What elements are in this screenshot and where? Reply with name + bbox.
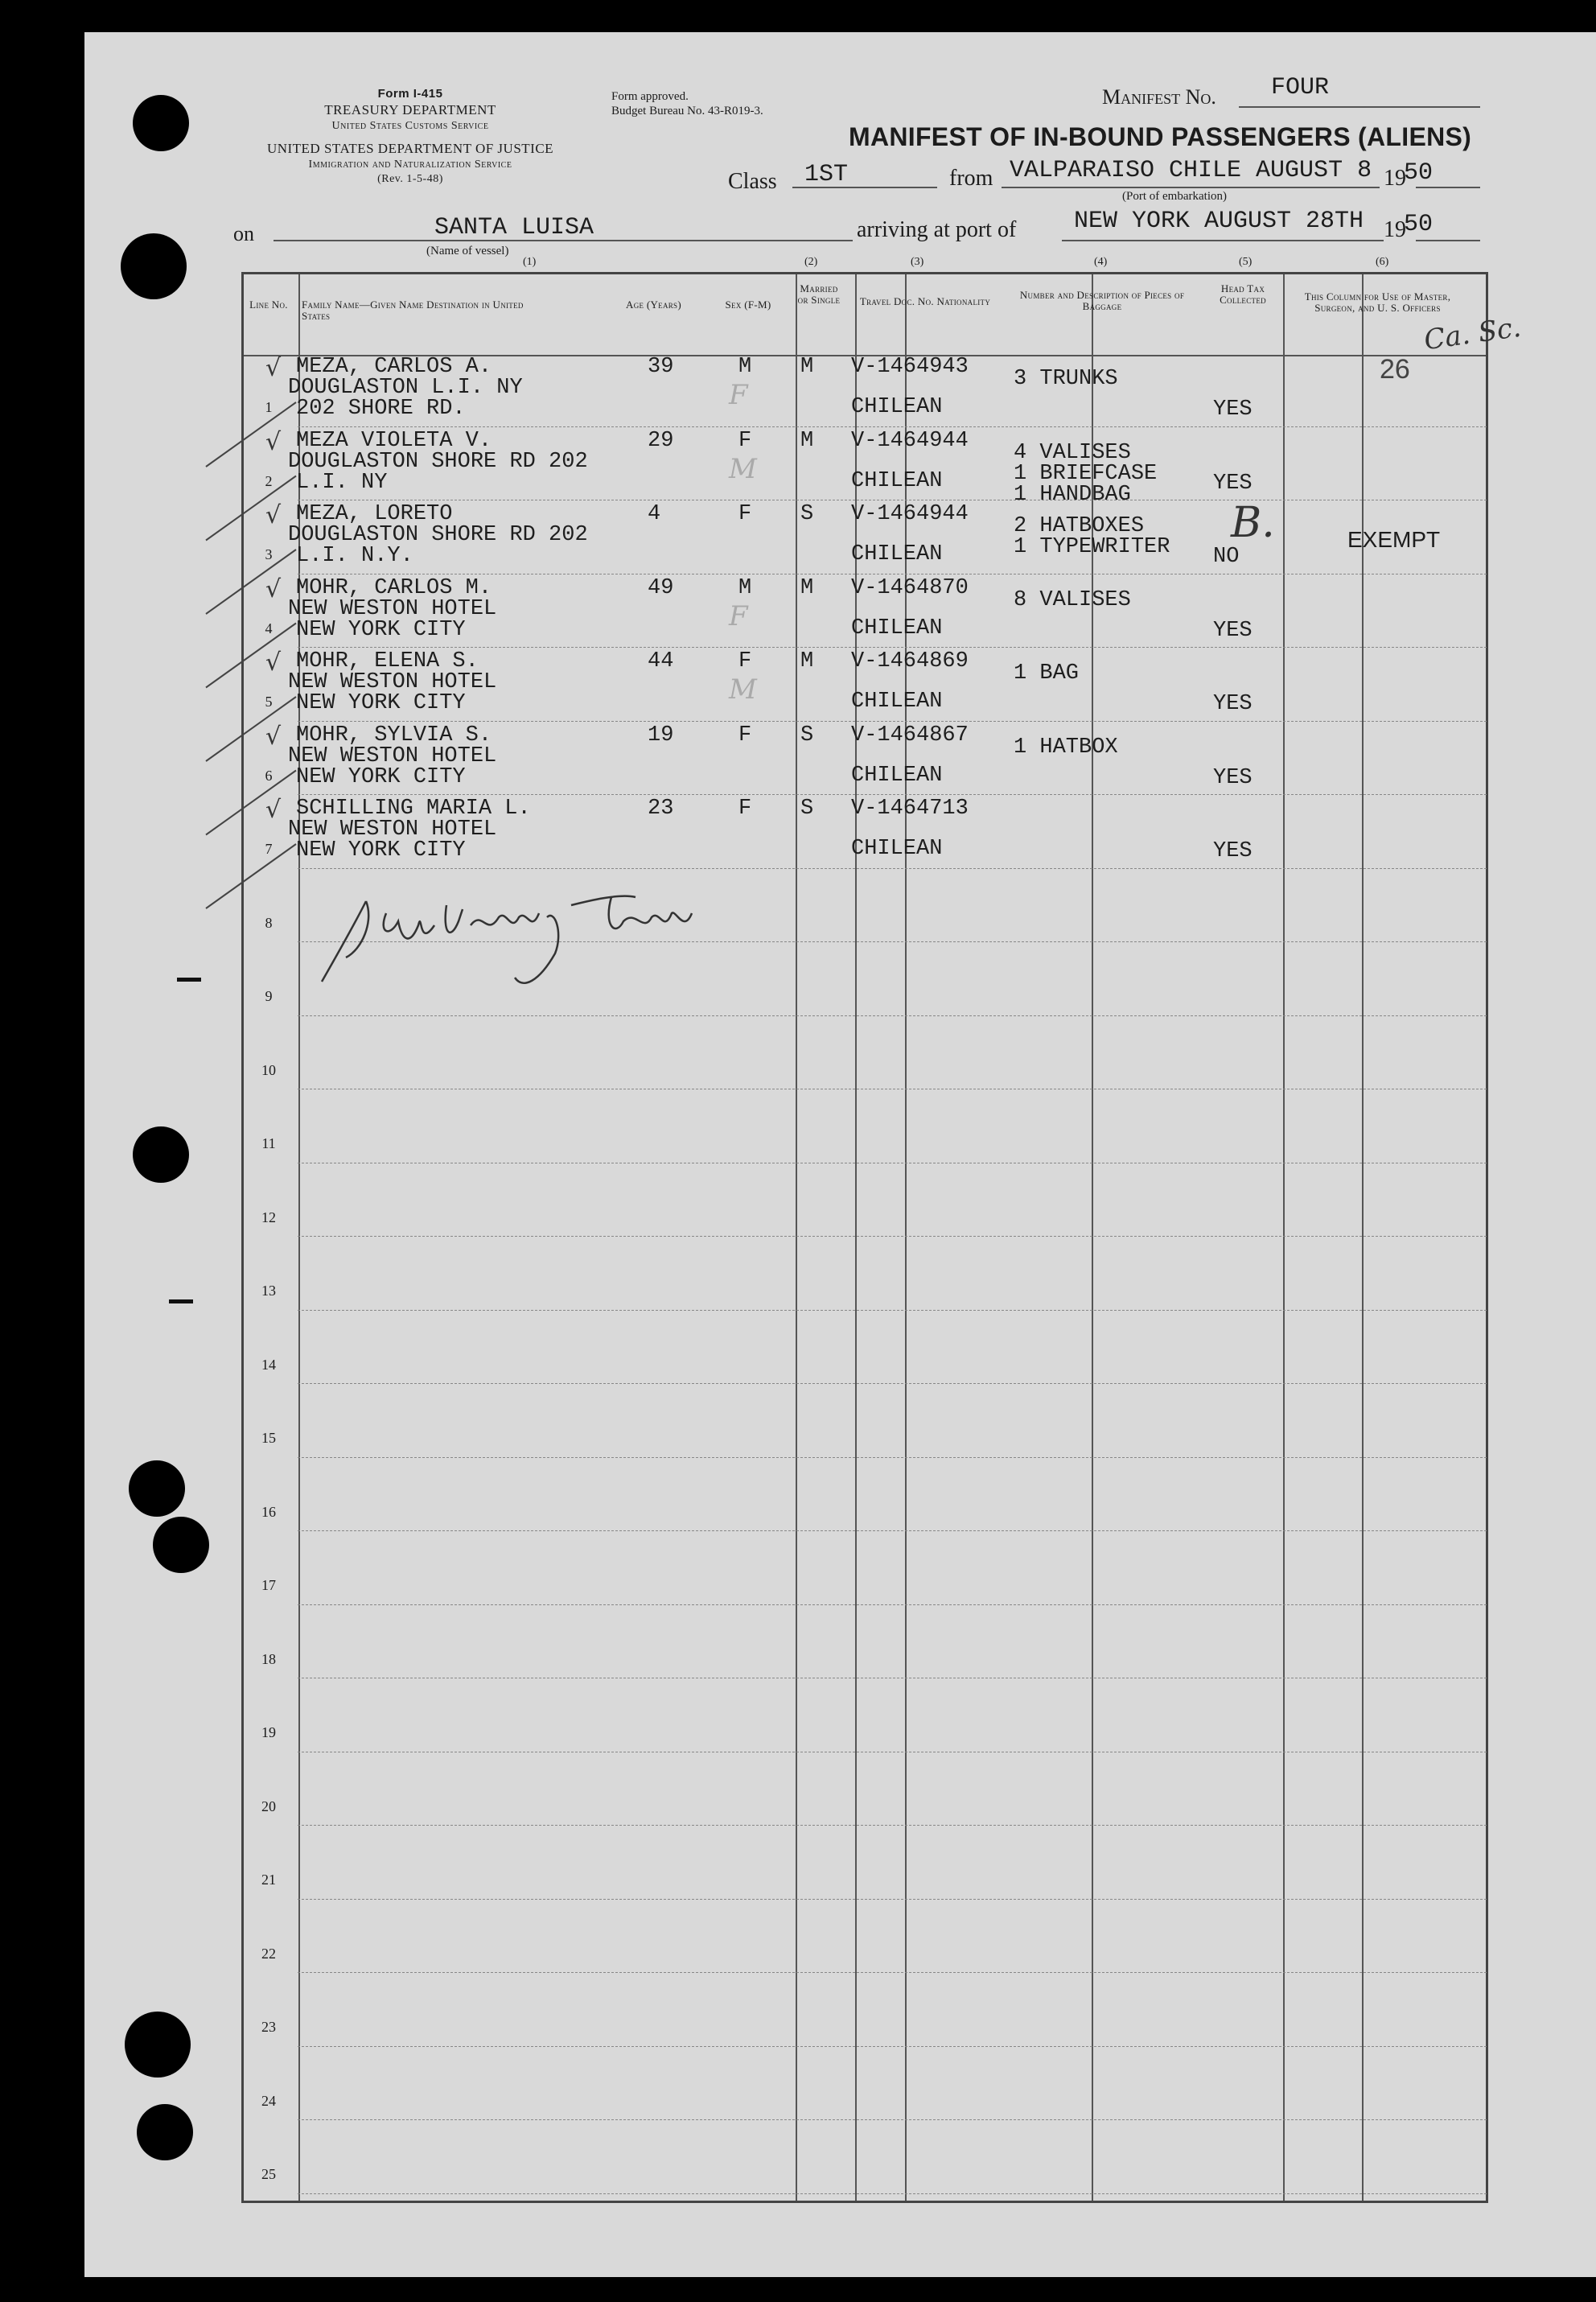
nationality: CHILEAN — [851, 763, 943, 788]
officer-number: 26 — [1380, 354, 1410, 385]
row-line-number: 25 — [261, 2166, 276, 2182]
year-prefix: 19 — [1384, 166, 1406, 191]
age: 19 — [648, 723, 674, 747]
row-line-number: 19 — [261, 1724, 276, 1740]
destination-line-2: L.I. N.Y. — [296, 544, 413, 568]
baggage-line-1: 1 HATBOX — [1014, 735, 1118, 760]
checkmark: √ — [265, 427, 282, 456]
marital-status: S — [800, 502, 814, 526]
row-divider — [298, 1604, 1487, 1605]
row-line-number: 7 — [265, 841, 273, 857]
row-divider — [298, 2193, 1487, 2194]
row-divider — [298, 426, 1487, 427]
sex: F — [738, 797, 752, 821]
row-line-number: 10 — [261, 1061, 276, 1078]
destination-line-2: 202 SHORE RD. — [296, 397, 466, 421]
baggage-line-1: 2 HATBOXES — [1014, 514, 1145, 538]
header-baggage: Number and Description of Pieces of Baggage — [1019, 289, 1185, 312]
officer-initials: Ca. Sc. — [1421, 311, 1524, 357]
row-divider — [298, 794, 1487, 795]
destination-line-2: NEW YORK CITY — [296, 838, 466, 863]
header-name: Family Name—Given Name Destination in United States — [302, 299, 524, 322]
baggage-line-1: 8 VALISES — [1014, 587, 1131, 612]
destination-line-1: DOUGLASTON SHORE RD 202 — [288, 523, 588, 547]
form-id: Form I-415 — [377, 87, 443, 101]
passenger-name: MEZA VIOLETA V. — [296, 428, 492, 453]
destination-line-1: NEW WESTON HOTEL — [288, 817, 497, 842]
checkmark: √ — [265, 354, 282, 382]
row-line-number: 2 — [265, 472, 273, 489]
passenger-name: MEZA, CARLOS A. — [296, 355, 492, 379]
head-tax: YES — [1213, 618, 1253, 643]
head-tax: YES — [1213, 471, 1253, 496]
arrival-year-prefix: 19 — [1384, 217, 1406, 242]
sex: M — [738, 355, 752, 379]
passenger-name: MOHR, SYLVIA S. — [296, 723, 492, 747]
destination-line-2: NEW YORK CITY — [296, 764, 466, 789]
checkmark: √ — [265, 722, 282, 751]
vessel-name: SANTA LUISA — [434, 214, 594, 241]
row-divider — [298, 2046, 1487, 2047]
destination-line-2: NEW YORK CITY — [296, 617, 466, 642]
punch-hole — [125, 2012, 191, 2078]
margin-mark — [169, 1299, 193, 1303]
from-label: from — [949, 166, 993, 191]
passenger-name: MOHR, CARLOS M. — [296, 575, 492, 600]
row-line-number: 23 — [261, 2019, 276, 2035]
head-tax: YES — [1213, 765, 1253, 790]
travel-doc-number: V-1464869 — [851, 649, 969, 673]
row-line-number: 8 — [265, 914, 273, 931]
b-mark: B. — [1231, 499, 1275, 547]
marital-status: S — [800, 723, 814, 747]
row-line-number: 15 — [261, 1430, 276, 1446]
row-line-number: 14 — [261, 1356, 276, 1373]
row-line-number: 12 — [261, 1209, 276, 1225]
punch-hole — [153, 1517, 209, 1573]
checkmark: √ — [265, 796, 282, 824]
class-value: 1ST — [804, 161, 849, 188]
baggage-line-1: 4 VALISES — [1014, 440, 1131, 465]
page-title: MANIFEST OF IN-BOUND PASSENGERS (ALIENS) — [849, 122, 1472, 151]
sex: F — [738, 428, 752, 453]
row-line-number: 1 — [265, 399, 273, 415]
header-travel-doc: Travel Doc. No. Nationality — [859, 295, 991, 307]
marital-status: M — [800, 355, 814, 379]
punch-hole — [133, 95, 189, 151]
destination-line-2: L.I. NY — [296, 470, 388, 495]
row-line-number: 20 — [261, 1798, 276, 1814]
marital-status: M — [800, 575, 814, 600]
row-line-number: 24 — [261, 2092, 276, 2109]
baggage-line-1: 3 TRUNKS — [1014, 367, 1118, 391]
treasury-dept: TREASURY DEPARTMENT — [324, 102, 496, 117]
punch-hole — [121, 233, 187, 299]
checkmark: √ — [265, 574, 282, 603]
sex-correction: F — [729, 379, 748, 411]
row-line-number: 6 — [265, 767, 273, 784]
punch-hole — [133, 1126, 189, 1183]
row-divider — [298, 1236, 1487, 1237]
justice-dept: UNITED STATES DEPARTMENT OF JUSTICE — [266, 141, 554, 156]
baggage-line-1: 1 BAG — [1014, 661, 1080, 686]
header-head-tax: Head Tax Collected — [1220, 282, 1266, 306]
header-sex: Sex (F-M) — [725, 299, 771, 311]
on-label: on — [233, 222, 254, 245]
signature — [298, 877, 796, 998]
destination-line-1: DOUGLASTON SHORE RD 202 — [288, 449, 588, 474]
head-tax: YES — [1213, 839, 1253, 863]
row-line-number: 4 — [265, 620, 273, 636]
nationality: CHILEAN — [851, 395, 943, 419]
passenger-name: SCHILLING MARIA L. — [296, 797, 531, 821]
passenger-name: MEZA, LORETO — [296, 502, 453, 526]
row-divider — [298, 647, 1487, 648]
port-embarkation-caption: (Port of embarkation) — [1122, 190, 1227, 203]
passenger-name: MOHR, ELENA S. — [296, 649, 479, 673]
age: 23 — [648, 797, 674, 821]
col-num-3: (3) — [911, 256, 924, 268]
nationality: CHILEAN — [851, 468, 943, 493]
budget-bureau: Budget Bureau No. 43-R019-3. — [611, 105, 763, 117]
row-divider — [298, 1457, 1487, 1458]
marital-status: S — [800, 797, 814, 821]
travel-doc-number: V-1464870 — [851, 575, 969, 600]
nationality: CHILEAN — [851, 542, 943, 566]
row-divider — [298, 721, 1487, 722]
destination-line-1: NEW WESTON HOTEL — [288, 670, 497, 694]
destination-line-1: NEW WESTON HOTEL — [288, 743, 497, 768]
travel-doc-number: V-1464943 — [851, 355, 969, 379]
row-divider — [298, 1310, 1487, 1311]
arriving-label: arriving at port of — [857, 217, 1017, 242]
sex-correction: F — [729, 599, 748, 632]
row-line-number: 18 — [261, 1650, 276, 1667]
row-divider — [298, 1899, 1487, 1900]
nationality: CHILEAN — [851, 690, 943, 714]
manifest-number: FOUR — [1271, 74, 1330, 101]
sex: F — [738, 649, 752, 673]
header-age: Age (Years) — [626, 299, 681, 311]
punch-hole — [129, 1460, 185, 1517]
travel-doc-number: V-1464944 — [851, 502, 969, 526]
nationality: CHILEAN — [851, 837, 943, 861]
age: 44 — [648, 649, 674, 673]
col-num-2: (2) — [804, 256, 818, 268]
row-divider — [298, 1015, 1487, 1016]
row-line-number: 13 — [261, 1283, 276, 1299]
manifest-label: Manifest No. — [1102, 85, 1216, 109]
travel-doc-number: V-1464867 — [851, 723, 969, 747]
head-tax: NO — [1213, 545, 1240, 569]
row-line-number: 17 — [261, 1577, 276, 1593]
naturalization-service: Immigration and Naturalization Service — [308, 159, 512, 171]
destination-line-1: NEW WESTON HOTEL — [288, 596, 497, 621]
tally-strokes — [201, 354, 362, 917]
marital-status: M — [800, 649, 814, 673]
row-divider — [298, 1825, 1487, 1826]
row-line-number: 22 — [261, 1945, 276, 1962]
vessel-caption: (Name of vessel) — [426, 245, 509, 257]
row-line-number: 21 — [261, 1872, 276, 1888]
baggage-line-2: 1 BRIEFCASE — [1014, 461, 1158, 486]
header-married: Married or Single — [797, 282, 841, 306]
baggage-line-2: 1 TYPEWRITER — [1014, 535, 1170, 559]
col-num-5: (5) — [1239, 256, 1253, 268]
row-line-number: 5 — [265, 694, 273, 710]
sex: M — [738, 575, 752, 600]
row-line-number: 3 — [265, 546, 273, 562]
arrival-year: 50 — [1404, 211, 1434, 238]
nationality: CHILEAN — [851, 616, 943, 640]
arrival-value: NEW YORK AUGUST 28TH — [1074, 208, 1364, 235]
travel-doc-number: V-1464713 — [851, 797, 969, 821]
header-officers: This Column for Use of Master, Surgeon, and U. S. Officers — [1304, 290, 1451, 314]
revision: (Rev. 1-5-48) — [377, 173, 443, 185]
travel-doc-number: V-1464944 — [851, 428, 969, 453]
col-num-4: (4) — [1094, 256, 1108, 268]
row-line-number: 11 — [261, 1135, 276, 1151]
col-num-6: (6) — [1376, 256, 1389, 268]
row-divider — [298, 1530, 1487, 1531]
customs-service: United States Customs Service — [331, 120, 489, 132]
row-divider — [298, 2119, 1487, 2120]
age: 49 — [648, 575, 674, 600]
header-line-no: Line No. — [249, 299, 288, 311]
embarkation-value: VALPARAISO CHILE AUGUST 8 — [1010, 157, 1372, 184]
destination-line-2: NEW YORK CITY — [296, 691, 466, 715]
row-divider — [298, 868, 1487, 869]
row-line-number: 16 — [261, 1503, 276, 1520]
age: 29 — [648, 428, 674, 453]
baggage-line-3: 1 HANDBAG — [1014, 482, 1131, 507]
head-tax: YES — [1213, 397, 1253, 422]
sex: F — [738, 502, 752, 526]
age: 4 — [648, 502, 661, 526]
row-divider — [298, 1972, 1487, 1973]
row-line-number: 9 — [265, 988, 273, 1004]
age: 39 — [648, 355, 674, 379]
sex: F — [738, 723, 752, 747]
col-num-1: (1) — [523, 256, 537, 268]
destination-line-1: DOUGLASTON L.I. NY — [288, 376, 523, 400]
head-tax: YES — [1213, 692, 1253, 716]
sex-correction: M — [729, 452, 757, 485]
form-approved: Form approved. — [611, 90, 689, 103]
marital-status: M — [800, 428, 814, 453]
embarkation-year: 50 — [1404, 159, 1434, 187]
punch-hole — [137, 2104, 193, 2160]
checkmark: √ — [265, 501, 282, 529]
row-divider — [298, 1383, 1487, 1384]
margin-mark — [177, 978, 201, 982]
checkmark: √ — [265, 649, 282, 677]
class-label: Class — [728, 169, 777, 194]
sex-correction: M — [729, 673, 757, 706]
exempt-stamp: EXEMPT — [1347, 527, 1441, 552]
